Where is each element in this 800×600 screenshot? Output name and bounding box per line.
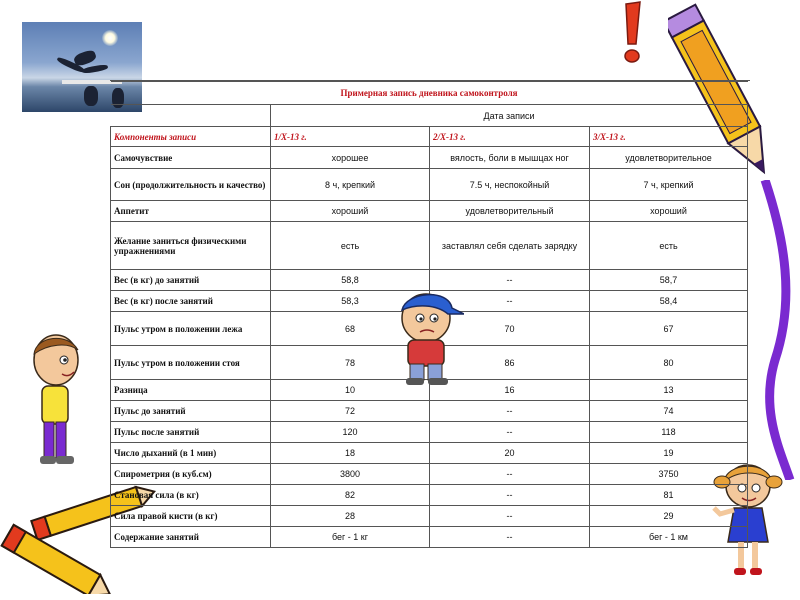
value-date-1: хорошее <box>271 147 430 169</box>
runner <box>84 86 98 106</box>
value-date-3: 58,4 <box>590 291 748 312</box>
sun-glare <box>102 30 118 46</box>
row-label: Пульс утром в положении лежа <box>111 312 271 346</box>
table-row <box>111 401 748 422</box>
value-date-3: бег - 1 км <box>590 527 748 548</box>
value-date-3: 74 <box>590 401 748 422</box>
value-date-3: удовлетворительное <box>590 147 748 169</box>
value-date-2: удовлетворительный <box>430 201 590 222</box>
value-date-1: 68 <box>271 312 430 346</box>
value-date-3: 19 <box>590 443 748 464</box>
table-row <box>111 222 748 270</box>
exclamation-icon <box>612 0 652 68</box>
value-date-2: 20 <box>430 443 590 464</box>
value-date-3: 13 <box>590 380 748 401</box>
row-label: Сила правой кисти (в кг) <box>111 506 271 527</box>
value-date-2: -- <box>430 527 590 548</box>
boy-with-cap-cartoon <box>396 288 464 388</box>
row-label: Пульс после занятий <box>111 422 271 443</box>
row-label: Становая сила (в кг) <box>111 485 271 506</box>
table-row <box>111 464 748 485</box>
value-date-1: 10 <box>271 380 430 401</box>
value-date-3: 58,7 <box>590 270 748 291</box>
blank-cell <box>111 105 271 127</box>
table-row <box>111 422 748 443</box>
value-date-2: -- <box>430 464 590 485</box>
value-date-2: -- <box>430 485 590 506</box>
value-date-3: 29 <box>590 506 748 527</box>
row-label: Самочувствие <box>111 147 271 169</box>
value-date-2: заставлял себя сделать зарядку <box>430 222 590 270</box>
value-date-3: 67 <box>590 312 748 346</box>
row-label: Желание заниться физическими упражнениями <box>111 222 271 270</box>
value-date-2: 16 <box>430 380 590 401</box>
value-date-1: 78 <box>271 346 430 380</box>
value-date-1: 72 <box>271 401 430 422</box>
value-date-2: вялость, боли в мышцах ног <box>430 147 590 169</box>
row-label: Разница <box>111 380 271 401</box>
value-date-2: 70 <box>430 312 590 346</box>
table-row <box>111 147 748 169</box>
value-date-1: хороший <box>271 201 430 222</box>
table-row <box>111 527 748 548</box>
components-header: Компоненты записи <box>111 127 271 147</box>
row-label: Аппетит <box>111 201 271 222</box>
table-row <box>111 201 748 222</box>
row-label: Спирометрия (в куб.см) <box>111 464 271 485</box>
date-header: Дата записи <box>271 105 748 127</box>
value-date-3: 80 <box>590 346 748 380</box>
value-date-2: -- <box>430 401 590 422</box>
row-label: Пульс до занятий <box>111 401 271 422</box>
value-date-3: 7 ч, крепкий <box>590 169 748 201</box>
value-date-1: 58,8 <box>271 270 430 291</box>
value-date-1: 28 <box>271 506 430 527</box>
purple-ribbon <box>755 180 800 480</box>
date-3: 3/X-13 г. <box>590 127 748 147</box>
value-date-2: 86 <box>430 346 590 380</box>
value-date-1: бег - 1 кг <box>271 527 430 548</box>
value-date-2: -- <box>430 291 590 312</box>
row-label: Число дыханий (в 1 мин) <box>111 443 271 464</box>
runner <box>82 64 109 74</box>
value-date-2: -- <box>430 270 590 291</box>
value-date-1: есть <box>271 222 430 270</box>
table-row <box>111 506 748 527</box>
value-date-1: 3800 <box>271 464 430 485</box>
date-2: 2/X-13 г. <box>430 127 590 147</box>
table-title: Примерная запись дневника самоконтроля <box>111 82 748 105</box>
value-date-1: 120 <box>271 422 430 443</box>
value-date-3: 81 <box>590 485 748 506</box>
table-row <box>111 485 748 506</box>
value-date-3: 3750 <box>590 464 748 485</box>
value-date-1: 8 ч, крепкий <box>271 169 430 201</box>
row-label: Содержание занятий <box>111 527 271 548</box>
boy-cartoon <box>28 332 88 472</box>
table-row <box>111 169 748 201</box>
date-1: 1/X-13 г. <box>271 127 430 147</box>
value-date-1: 58,3 <box>271 291 430 312</box>
row-label: Сон (продолжительность и качество) <box>111 169 271 201</box>
row-label: Вес (в кг) до занятий <box>111 270 271 291</box>
value-date-3: 118 <box>590 422 748 443</box>
value-date-1: 18 <box>271 443 430 464</box>
value-date-3: хороший <box>590 201 748 222</box>
row-label: Пульс утром в положении стоя <box>111 346 271 380</box>
value-date-3: есть <box>590 222 748 270</box>
value-date-1: 82 <box>271 485 430 506</box>
row-label: Вес (в кг) после занятий <box>111 291 271 312</box>
value-date-2: -- <box>430 422 590 443</box>
value-date-2: -- <box>430 506 590 527</box>
table-row <box>111 443 748 464</box>
value-date-2: 7.5 ч, неспокойный <box>430 169 590 201</box>
